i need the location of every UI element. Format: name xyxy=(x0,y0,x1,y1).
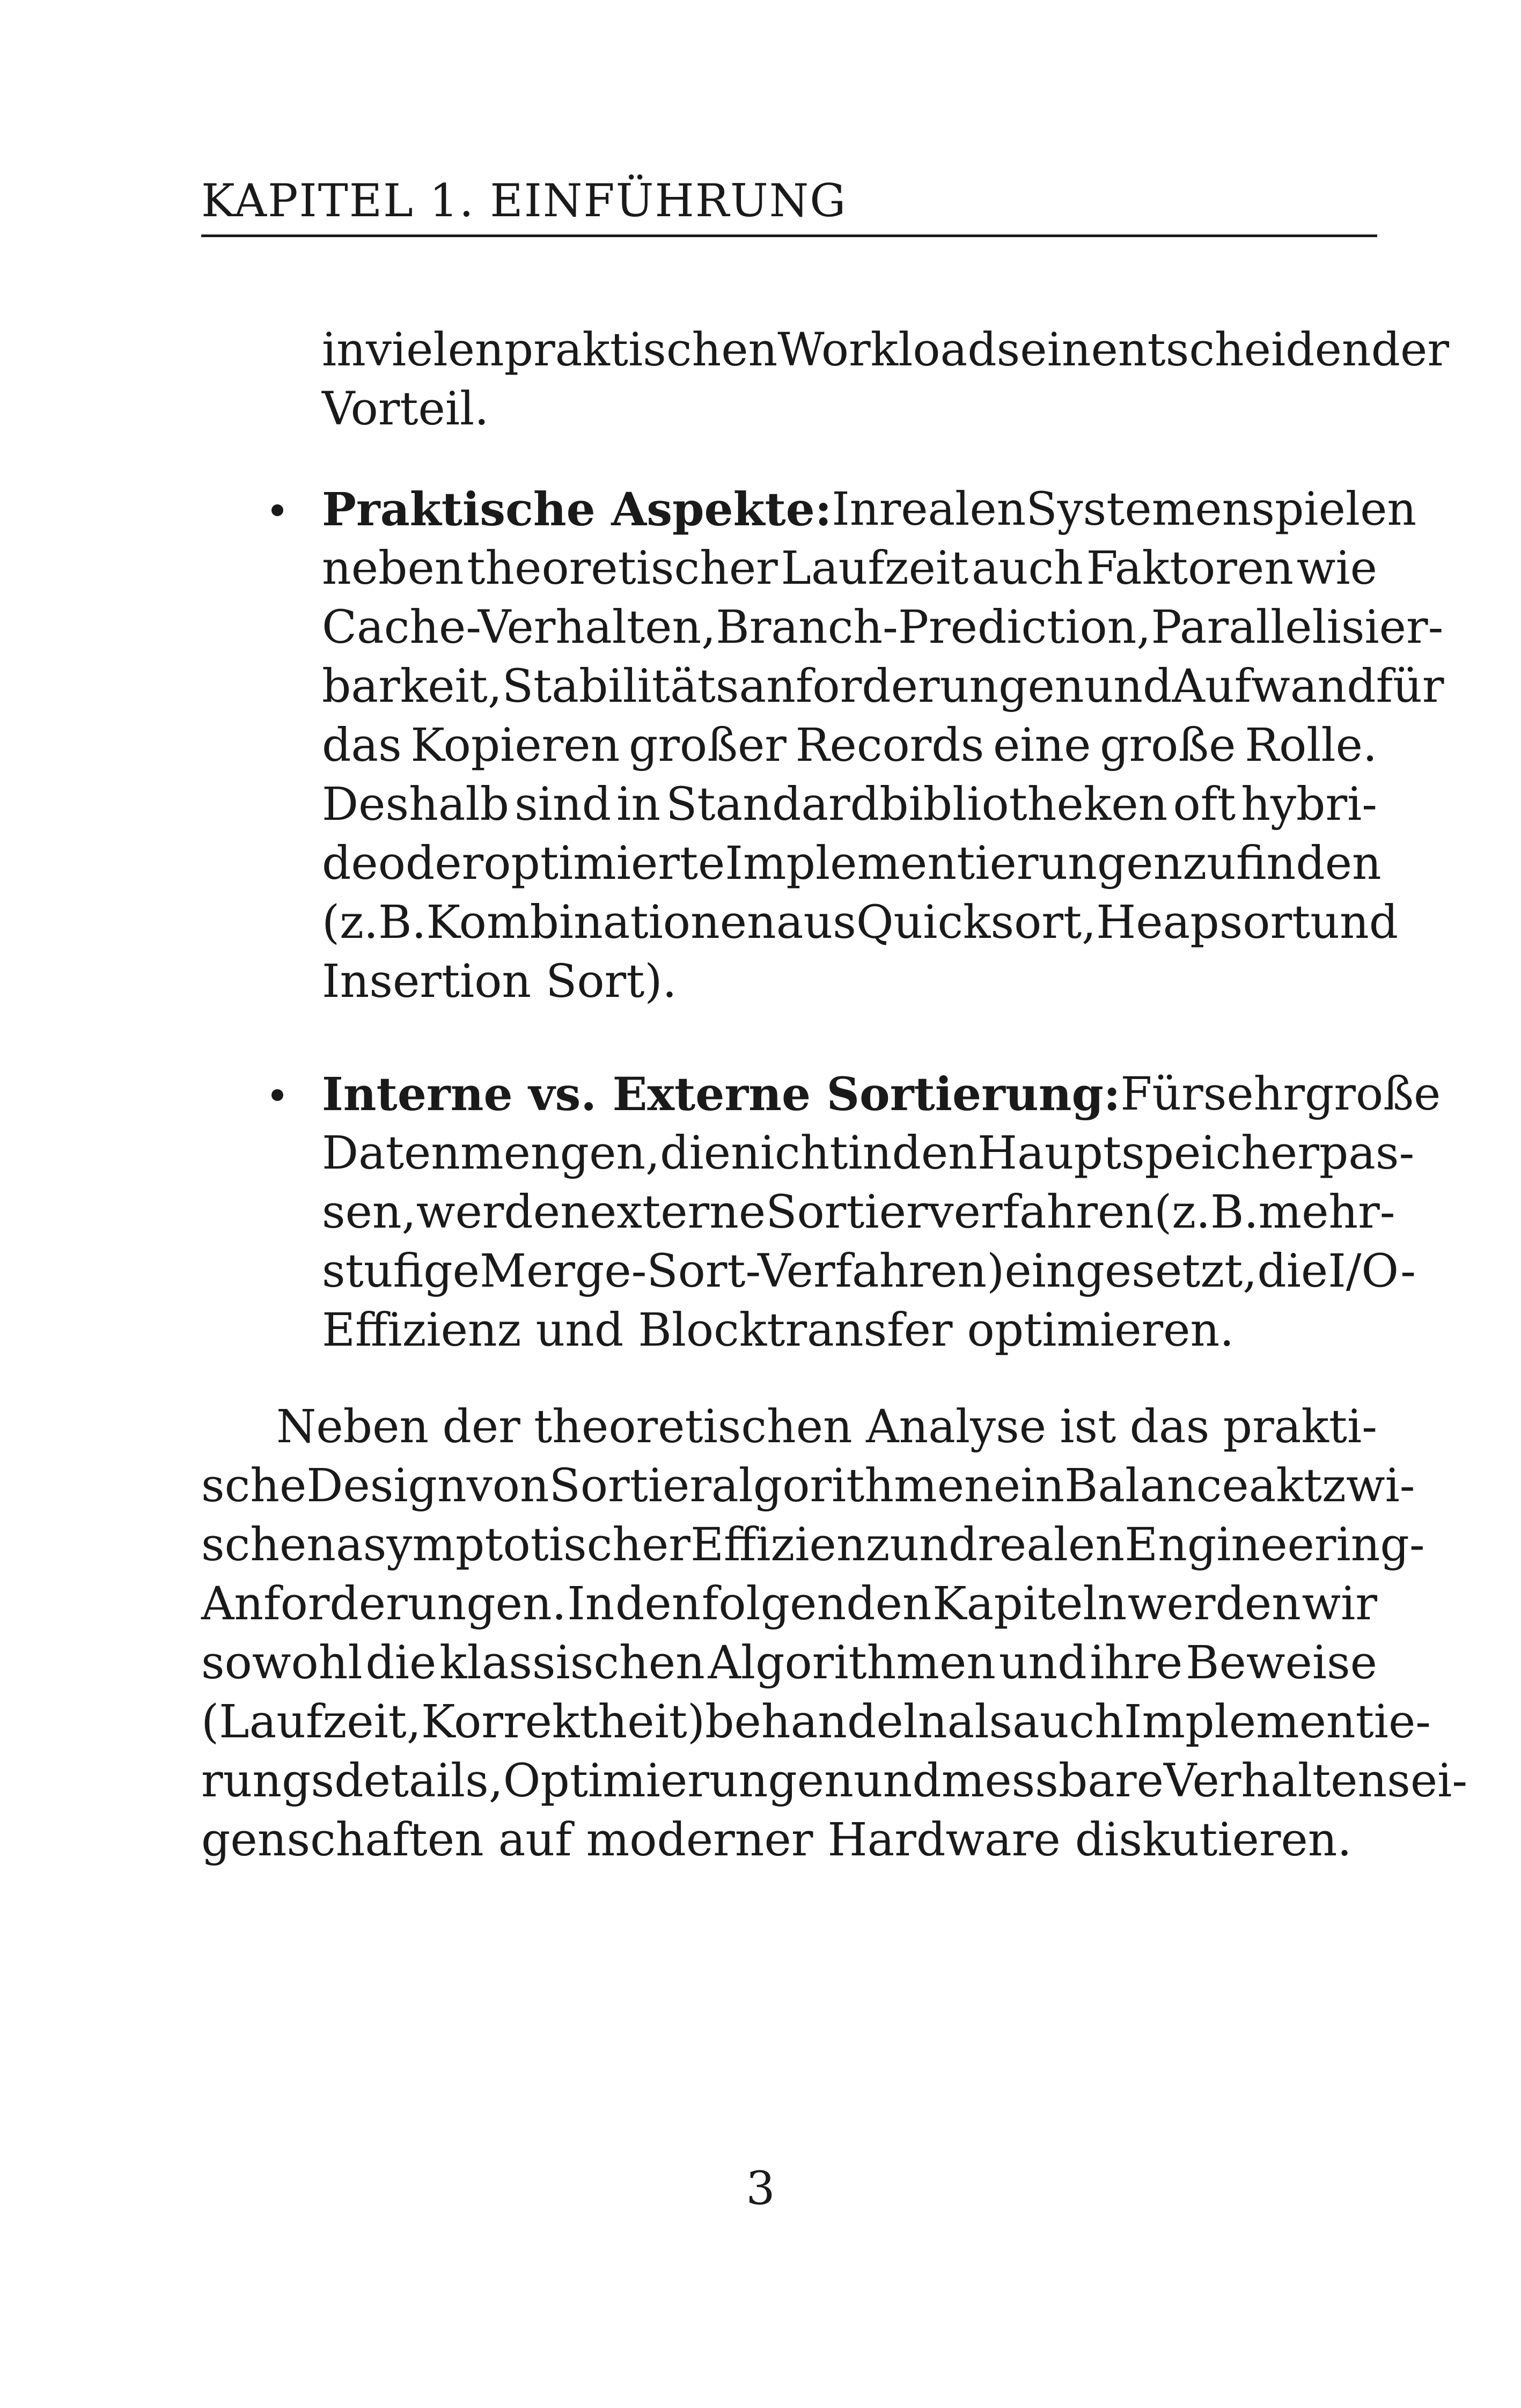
word: stufige xyxy=(322,1245,480,1298)
word: prakti- xyxy=(1223,1400,1377,1453)
word: großer xyxy=(628,719,787,772)
word: oft xyxy=(1173,778,1236,831)
text-line: Effizienz und Blocktransfer optimieren. xyxy=(322,1304,1235,1357)
word: externe xyxy=(589,1186,766,1239)
word: klassischen xyxy=(439,1636,705,1690)
word: schen xyxy=(201,1518,336,1572)
word: Kopieren xyxy=(410,719,620,772)
word: als xyxy=(947,1695,1013,1749)
word: Workloads xyxy=(777,324,1020,377)
word: B. xyxy=(1210,1186,1259,1239)
word: Quicksort, xyxy=(856,896,1097,949)
text-line: genschaften auf moderner Hardware diskutieren. xyxy=(201,1814,1352,1867)
word: Balanceakt xyxy=(1064,1459,1322,1513)
word: Implementierungen xyxy=(725,837,1183,890)
word: auch xyxy=(1012,1695,1124,1749)
word: finden xyxy=(1236,837,1382,890)
word: Stabilitätsanforderungen xyxy=(502,660,1084,713)
word: Analyse xyxy=(866,1400,1047,1453)
word: Beweise xyxy=(1186,1636,1377,1690)
text-line xyxy=(322,1127,1415,1180)
word: mehr- xyxy=(1258,1186,1395,1239)
word: Engineering- xyxy=(1125,1518,1425,1572)
text-line xyxy=(201,1518,1425,1572)
word: Datenmengen, xyxy=(322,1127,660,1180)
word: ihre xyxy=(1090,1636,1183,1690)
word: die xyxy=(1257,1245,1328,1298)
word: theoretischer xyxy=(467,542,778,595)
word: den xyxy=(892,1127,978,1180)
word: und xyxy=(1310,896,1399,949)
word: aus xyxy=(776,896,856,949)
word: ist xyxy=(1060,1400,1116,1453)
word: Hauptspeicher xyxy=(977,1127,1319,1180)
word: Implementie- xyxy=(1123,1695,1431,1749)
word: realen xyxy=(879,483,1026,536)
word: Standardbibliotheken xyxy=(666,778,1168,831)
word: Deshalb xyxy=(322,778,510,831)
word: folgenden xyxy=(701,1577,932,1631)
word: Kapiteln xyxy=(932,1577,1127,1631)
text-line xyxy=(201,1577,1377,1631)
word: (z. xyxy=(1154,1186,1211,1239)
word: spielen xyxy=(1251,483,1417,536)
word: große xyxy=(1305,1068,1441,1121)
text-line: Vorteil. xyxy=(322,383,489,436)
word: pas- xyxy=(1319,1127,1415,1180)
bullet-icon xyxy=(271,504,283,516)
word: Kombinationen xyxy=(426,896,776,949)
text-line xyxy=(322,837,1382,891)
text-line xyxy=(322,778,1377,832)
word: hybri- xyxy=(1241,778,1377,831)
word: Optimierungen xyxy=(503,1754,854,1808)
running-head-text: KAPITEL 1. EINFÜHRUNG xyxy=(201,174,847,227)
word: Verhaltensei- xyxy=(1163,1754,1468,1808)
word: oder xyxy=(378,837,484,890)
word: die xyxy=(365,1636,437,1690)
list-item-first-line xyxy=(322,1068,1441,1121)
word: in xyxy=(616,778,661,831)
text-line xyxy=(276,1400,1377,1454)
word: Anforderungen. xyxy=(201,1577,567,1631)
word: werden xyxy=(1127,1577,1301,1631)
word: rungsdetails, xyxy=(201,1754,503,1808)
word: sehr xyxy=(1203,1068,1305,1121)
word: auch xyxy=(972,542,1083,595)
word: den xyxy=(615,1577,701,1631)
word: Effizienz xyxy=(690,1518,890,1572)
word: In xyxy=(832,483,879,536)
word: von xyxy=(466,1459,549,1513)
word: zwi- xyxy=(1322,1459,1415,1513)
list-item-lead: Interne vs. Externe Sortierung: xyxy=(322,1068,1121,1121)
word: sche xyxy=(201,1459,307,1513)
text-line xyxy=(201,1695,1431,1749)
text-line xyxy=(322,1245,1416,1298)
text-line: Insertion Sort). xyxy=(322,955,677,1008)
word: die xyxy=(660,1127,731,1180)
word: ein xyxy=(993,1459,1065,1513)
word: barkeit, xyxy=(322,660,502,713)
word: und xyxy=(890,1518,978,1572)
word: Records xyxy=(795,719,984,772)
text-line xyxy=(322,542,1377,596)
word: in xyxy=(322,324,366,377)
word: Cache-Verhalten, xyxy=(322,601,716,654)
text-line xyxy=(201,1636,1377,1690)
list-item-lead: Praktische Aspekte: xyxy=(322,483,832,537)
word: Korrektheit) xyxy=(421,1695,706,1749)
word: Heapsort xyxy=(1096,896,1311,949)
word: Parallelisier- xyxy=(1151,601,1444,654)
word: und xyxy=(853,1754,942,1808)
word: realen xyxy=(978,1518,1125,1572)
word: zu xyxy=(1182,837,1236,890)
word: messbare xyxy=(941,1754,1164,1808)
word: das xyxy=(1129,1400,1210,1453)
word: Neben xyxy=(276,1400,429,1453)
text-line xyxy=(322,324,1449,377)
word: nicht xyxy=(731,1127,848,1180)
word: sind xyxy=(515,778,612,831)
text-line xyxy=(322,601,1444,655)
word: große xyxy=(1100,719,1236,772)
word: Merge-Sort-Verfahren) xyxy=(479,1245,1005,1298)
word: entscheidender xyxy=(1091,324,1449,377)
word: sen, xyxy=(322,1186,416,1239)
list-item-first-line xyxy=(322,483,1417,537)
word: Design xyxy=(306,1459,467,1513)
word: de xyxy=(322,837,378,890)
word: Für xyxy=(1120,1068,1203,1121)
word: Branch-Prediction, xyxy=(716,601,1151,654)
word: werden xyxy=(416,1186,590,1239)
word: in xyxy=(848,1127,892,1180)
word: (z. xyxy=(322,896,378,949)
word: ein xyxy=(1020,324,1091,377)
bullet-icon xyxy=(271,1089,283,1101)
word: Laufzeit xyxy=(781,542,969,595)
word: Sortierverfahren xyxy=(766,1186,1155,1239)
page-number: 3 xyxy=(746,2162,775,2215)
text-line xyxy=(322,660,1444,714)
text-line xyxy=(322,1186,1395,1239)
word: wir xyxy=(1302,1577,1377,1631)
word: Sortieralgorithmen xyxy=(549,1459,994,1513)
word: optimierte xyxy=(483,837,725,890)
word: für xyxy=(1376,660,1444,713)
text-line xyxy=(201,1459,1415,1513)
word: der xyxy=(442,1400,520,1453)
word: Algorithmen xyxy=(708,1636,996,1690)
running-head xyxy=(201,175,1377,237)
word: Aufwand xyxy=(1172,660,1376,713)
word: das xyxy=(322,719,402,772)
word: wie xyxy=(1296,542,1377,595)
word: eingesetzt, xyxy=(1004,1245,1258,1298)
word: (Laufzeit, xyxy=(201,1695,421,1749)
word: In xyxy=(567,1577,615,1631)
word: Faktoren xyxy=(1086,542,1294,595)
word: Systemen xyxy=(1026,483,1252,536)
word: praktischen xyxy=(504,324,778,377)
word: vielen xyxy=(365,324,504,377)
word: sowohl xyxy=(201,1636,363,1690)
text-line xyxy=(201,1754,1468,1808)
word: asymptotischer xyxy=(336,1518,690,1572)
word: B. xyxy=(378,896,427,949)
word: behandeln xyxy=(705,1695,947,1749)
word: eine xyxy=(993,719,1091,772)
word: Rolle. xyxy=(1245,719,1377,772)
word: neben xyxy=(322,542,464,595)
text-line xyxy=(322,719,1377,773)
word: theoretischen xyxy=(534,1400,853,1453)
word: und xyxy=(998,1636,1087,1690)
word: I/O- xyxy=(1328,1245,1416,1298)
word: und xyxy=(1084,660,1172,713)
text-line xyxy=(322,896,1399,950)
